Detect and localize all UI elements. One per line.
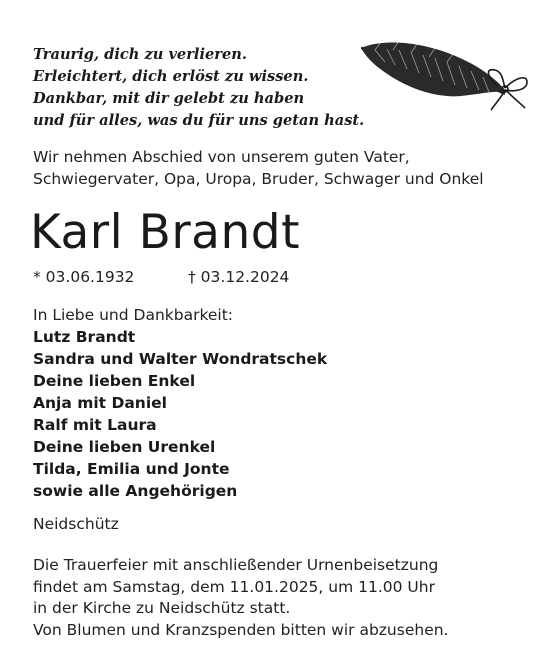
mourner-name: Sandra und Walter Wondratschek [33, 350, 328, 368]
intro-text [33, 147, 484, 190]
poem-line: Erleichtert, dich erlöst zu wissen. [33, 68, 309, 85]
intro-line: Wir nehmen Abschied von unserem guten Vater, [33, 148, 410, 166]
mourner-name: Ralf mit Laura [33, 416, 157, 434]
deceased-name: Karl Brandt [30, 205, 301, 260]
mourner-name: Deine lieben Enkel [33, 372, 196, 390]
mourners-list [33, 304, 327, 502]
mourner-name: sowie alle Angehörigen [33, 482, 238, 500]
mourner-name: Deine lieben Urenkel [33, 438, 216, 456]
mourner-name: Tilda, Emilia und Jonte [33, 460, 230, 478]
service-line: Die Trauerfeier mit anschließender Urnenbeisetzung [33, 556, 439, 574]
poem-line: Dankbar, mit dir gelebt zu haben [33, 90, 305, 107]
service-line: findet am Samstag, dem 11.01.2025, um 11.00 Uhr [33, 577, 435, 596]
service-line: in der Kirche zu Neidschütz statt. [33, 599, 291, 617]
death-date: † 03.12.2024 [188, 268, 290, 286]
poem [33, 44, 364, 132]
poem-line: Traurig, dich zu verlieren. [33, 46, 247, 63]
mourners-heading: In Liebe und Dankbarkeit: [33, 306, 234, 324]
service-info [33, 555, 448, 641]
service-line: Von Blumen und Kranzspenden bitten wir abzusehen. [33, 620, 449, 639]
intro-line: Schwiegervater, Opa, Uropa, Bruder, Schwager und Onkel [33, 169, 484, 188]
mourner-name: Lutz Brandt [33, 328, 136, 346]
poem-line: und für alles, was du für uns getan hast. [33, 112, 365, 129]
birth-date: * 03.06.1932 [33, 268, 135, 286]
place-name: Neidschütz [33, 515, 119, 533]
mourner-name: Anja mit Daniel [33, 394, 167, 412]
feather-icon [355, 38, 535, 116]
life-dates [33, 266, 290, 288]
